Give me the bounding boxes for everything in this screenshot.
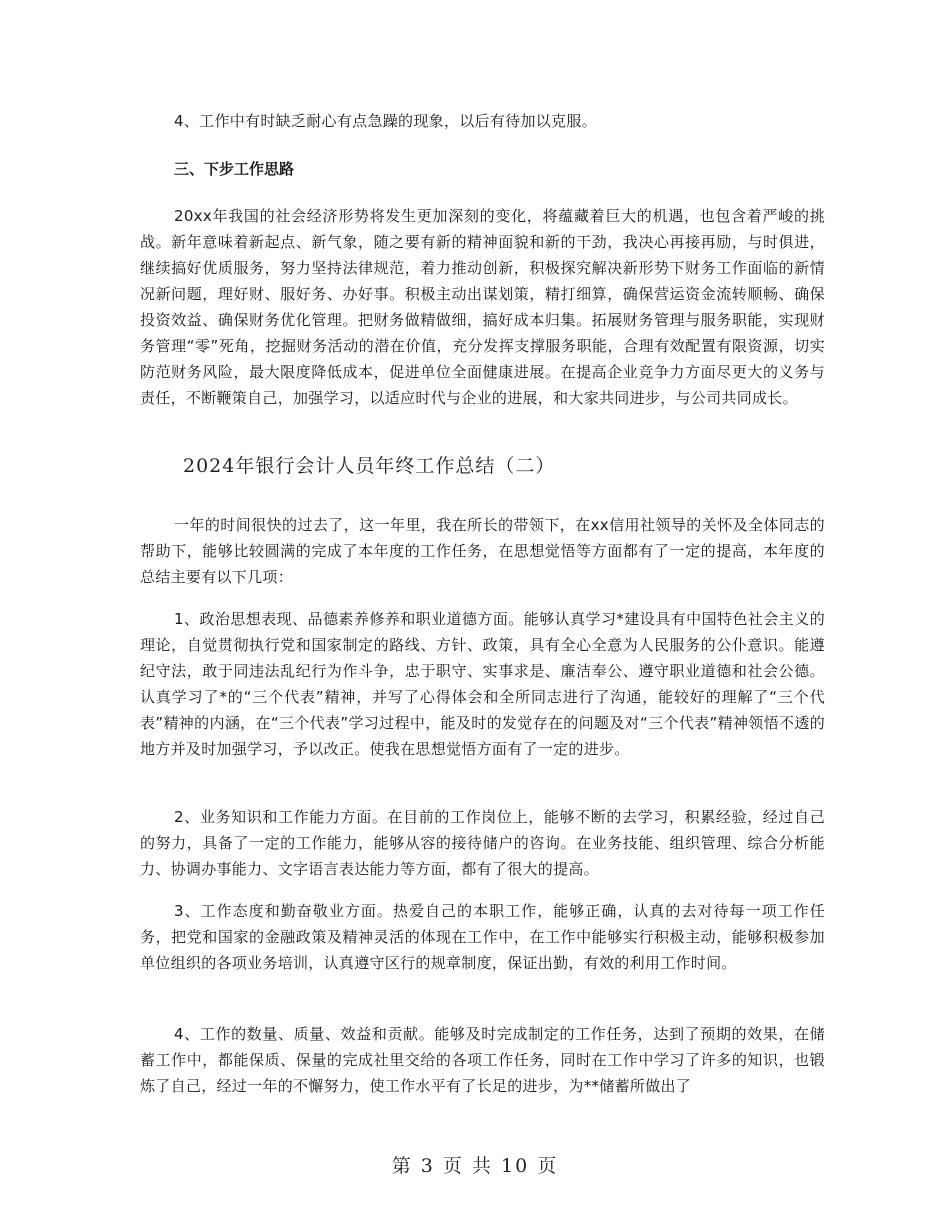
paragraph: 一年的时间很快的过去了，这一年里，我在所长的带领下，在xx信用社领导的关怀及全体同志的帮助下，能够比较圆满的完成了本年度的工作任务，在思想觉悟等方面都有了一定的提高，本年度的总结主要有以下几项： [140,516,825,586]
paragraph: 4、工作中有时缺乏耐心有点急躁的现象，以后有待加以克服。 [174,112,597,130]
section-heading: 三、下步工作思路 [174,160,295,178]
intro-body [140,512,825,590]
paragraph: 20xx年我国的社会经济形势将发生更加深刻的变化，将蕴藏着巨大的机遇，也包含着严峻的挑战。新年意味着新起点、新气象，随之要有新的精神面貌和新的干劲，我决心再接再励，与时俱进，继续搞好优质服务，努力坚持法律规范，着力推动创新，积极探究解决新形势下财务工作面临的新情况新问题，理好财、服好务、办好事。积极主动出谋划策，精打细算，确保营运资金流转顺畅、确保投资效益、确保财务优化管理。把财务做精做细，搞好成本归集。拓展财务管理与服务职能，实现财务管理“零”死角，挖掘财务活动的潜在价值，充分发挥支撑服务职能，合理有效配置有限资源，切实防范财务风险，最大限度降低成本，促进单位全面健康进展。在提高企业竞争力方面尽更大的义务与责任，不断鞭策自己，加强学习，以适应时代与企业的进展，和大家共同进步，与公司共同成长。 [140,207,825,407]
previous-item-4 [140,108,825,134]
page-number-footer: 第 3 页 共 10 页 [391,1155,559,1177]
paragraph: 1、政治思想表现、品德素养修养和职业道德方面。能够认真学习*建设具有中国特色社会主义的理论，自觉贯彻执行党和国家制定的路线、方针、政策，具有全心全意为人民服务的公仆意识。能遵纪守法，敢于同违法乱纪行为作斗争，忠于职守、实事求是、廉洁奉公、遵守职业道德和社会公德。认真学习了*的“三个代表”精神，并写了心得体会和全所同志进行了沟通，能较好的理解了“三个代表”精神的内涵，在“三个代表”学习过程中，能及时的发觉存在的问题及对“三个代表”精神领悟不透的地方并及时加强学习，予以改正。使我在思想觉悟方面有了一定的进步。 [140,610,825,758]
paragraph: 4、工作的数量、质量、效益和贡献。能够及时完成制定的工作任务，达到了预期的效果，在储蓄工作中，都能保质、保量的完成社里交给的各项工作任务，同时在工作中学习了许多的知识，也锻炼了自己，经过一年的不懈努力，使工作水平有了长足的进步，为**储蓄所做出了 [140,1025,825,1095]
item-1-body [140,606,825,762]
document-title: 2024年银行会计人员年终工作总结（二） [183,455,556,477]
item-3-body [140,898,825,976]
item-4-body [140,1021,825,1099]
paragraph: 3、工作态度和勤奋敬业方面。热爱自己的本职工作，能够正确，认真的去对待每一项工作任务，把党和国家的金融政策及精神灵活的体现在工作中，在工作中能够实行积极主动，能够积极参加单位组织的各项业务培训，认真遵守区行的规章制度，保证出勤，有效的利用工作时间。 [140,902,825,972]
paragraph: 2、业务知识和工作能力方面。在目前的工作岗位上，能够不断的去学习，积累经验，经过自己的努力，具备了一定的工作能力，能够从容的接待储户的咨询。在业务技能、组织管理、综合分析能力、协调办事能力、文字语言表达能力等方面，都有了很大的提高。 [140,808,825,878]
item-2-body [140,804,825,882]
section-3-body [140,203,825,411]
